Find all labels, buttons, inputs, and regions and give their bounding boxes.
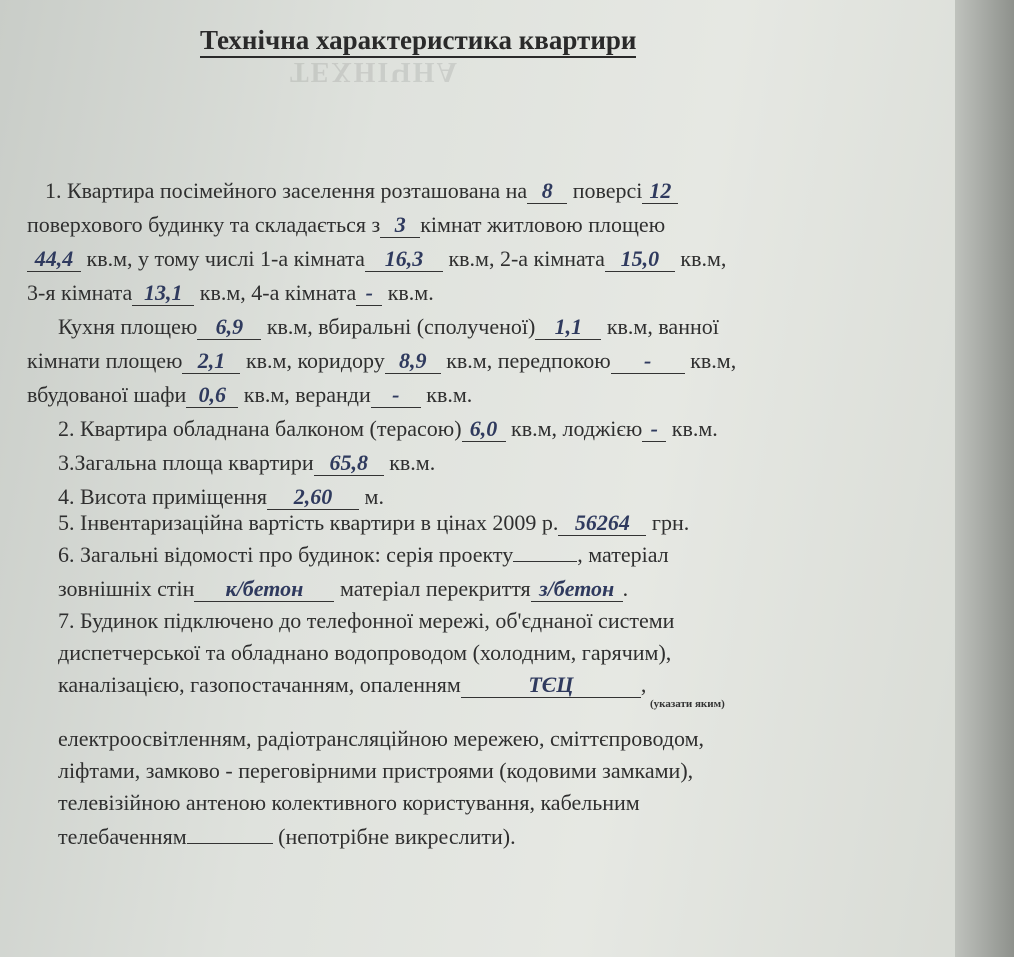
line-7g: телебаченням (непотрібне викреслити).	[58, 824, 516, 849]
line-7f: телевізійною антеною колективного користування, кабельним	[58, 790, 640, 815]
line-5: 5. Інвентаризаційна вартість квартири в цінах 2009 р. 56264 грн.	[58, 510, 690, 535]
line-3: 3.Загальна площа квартири 65,8 кв.м.	[58, 450, 436, 475]
page-title: Технічна характеристика квартири	[200, 24, 636, 58]
bleed-through-text: ТЕХНІЧНА	[290, 56, 459, 87]
line-1c: 44,4 кв.м, у тому числі 1-а кімната 16,3 кв.м, 2-а кімната 15,0 кв.м,	[27, 244, 726, 274]
line-1a: 1. Квартира посімейного заселення розташована на 8 поверсі 12	[45, 176, 678, 206]
line-6b: зовнішніх стін к/бетон матеріал перекриття з/бетон .	[58, 576, 629, 601]
line-6a: 6. Загальні відомості про будинок: серія проекту , матеріал	[58, 542, 669, 567]
line-7a: 7. Будинок підключено до телефонної мережі, об'єднаної системи	[58, 608, 675, 633]
hint-note: (указати яким)	[650, 698, 725, 710]
line-1g: вбудованої шафи 0,6 кв.м, веранди - кв.м.	[27, 382, 473, 407]
line-2: 2. Квартира обладнана балконом (терасою) 6,0 кв.м, лоджією - кв.м.	[58, 416, 718, 441]
line-7c: каналізацією, газопостачанням, опаленням ТЄЦ ,	[58, 672, 647, 697]
line-1e: Кухня площею 6,9 кв.м, вбиральні (сполученої) 1,1 кв.м, ванної	[58, 314, 719, 339]
line-1f: кімнати площею 2,1 кв.м, коридору 8,9 кв.м, передпокою - кв.м,	[27, 348, 737, 373]
line-1b: поверхового будинку та складається з 3 кімнат житловою площею	[27, 212, 666, 237]
line-4: 4. Висота приміщення 2,60 м.	[58, 484, 384, 509]
line-7d: електроосвітленням, радіотрансляційною мережею, сміттєпроводом,	[58, 726, 705, 751]
line-1d: 3-я кімната 13,1 кв.м, 4-а кімната - кв.м.	[27, 280, 434, 305]
page-edge-shadow	[955, 0, 1014, 957]
line-7b: диспетчерської та обладнано водопроводом (холодним, гарячим),	[58, 640, 672, 665]
line-7e: ліфтами, замково - переговірними пристроями (кодовими замками),	[58, 758, 694, 783]
